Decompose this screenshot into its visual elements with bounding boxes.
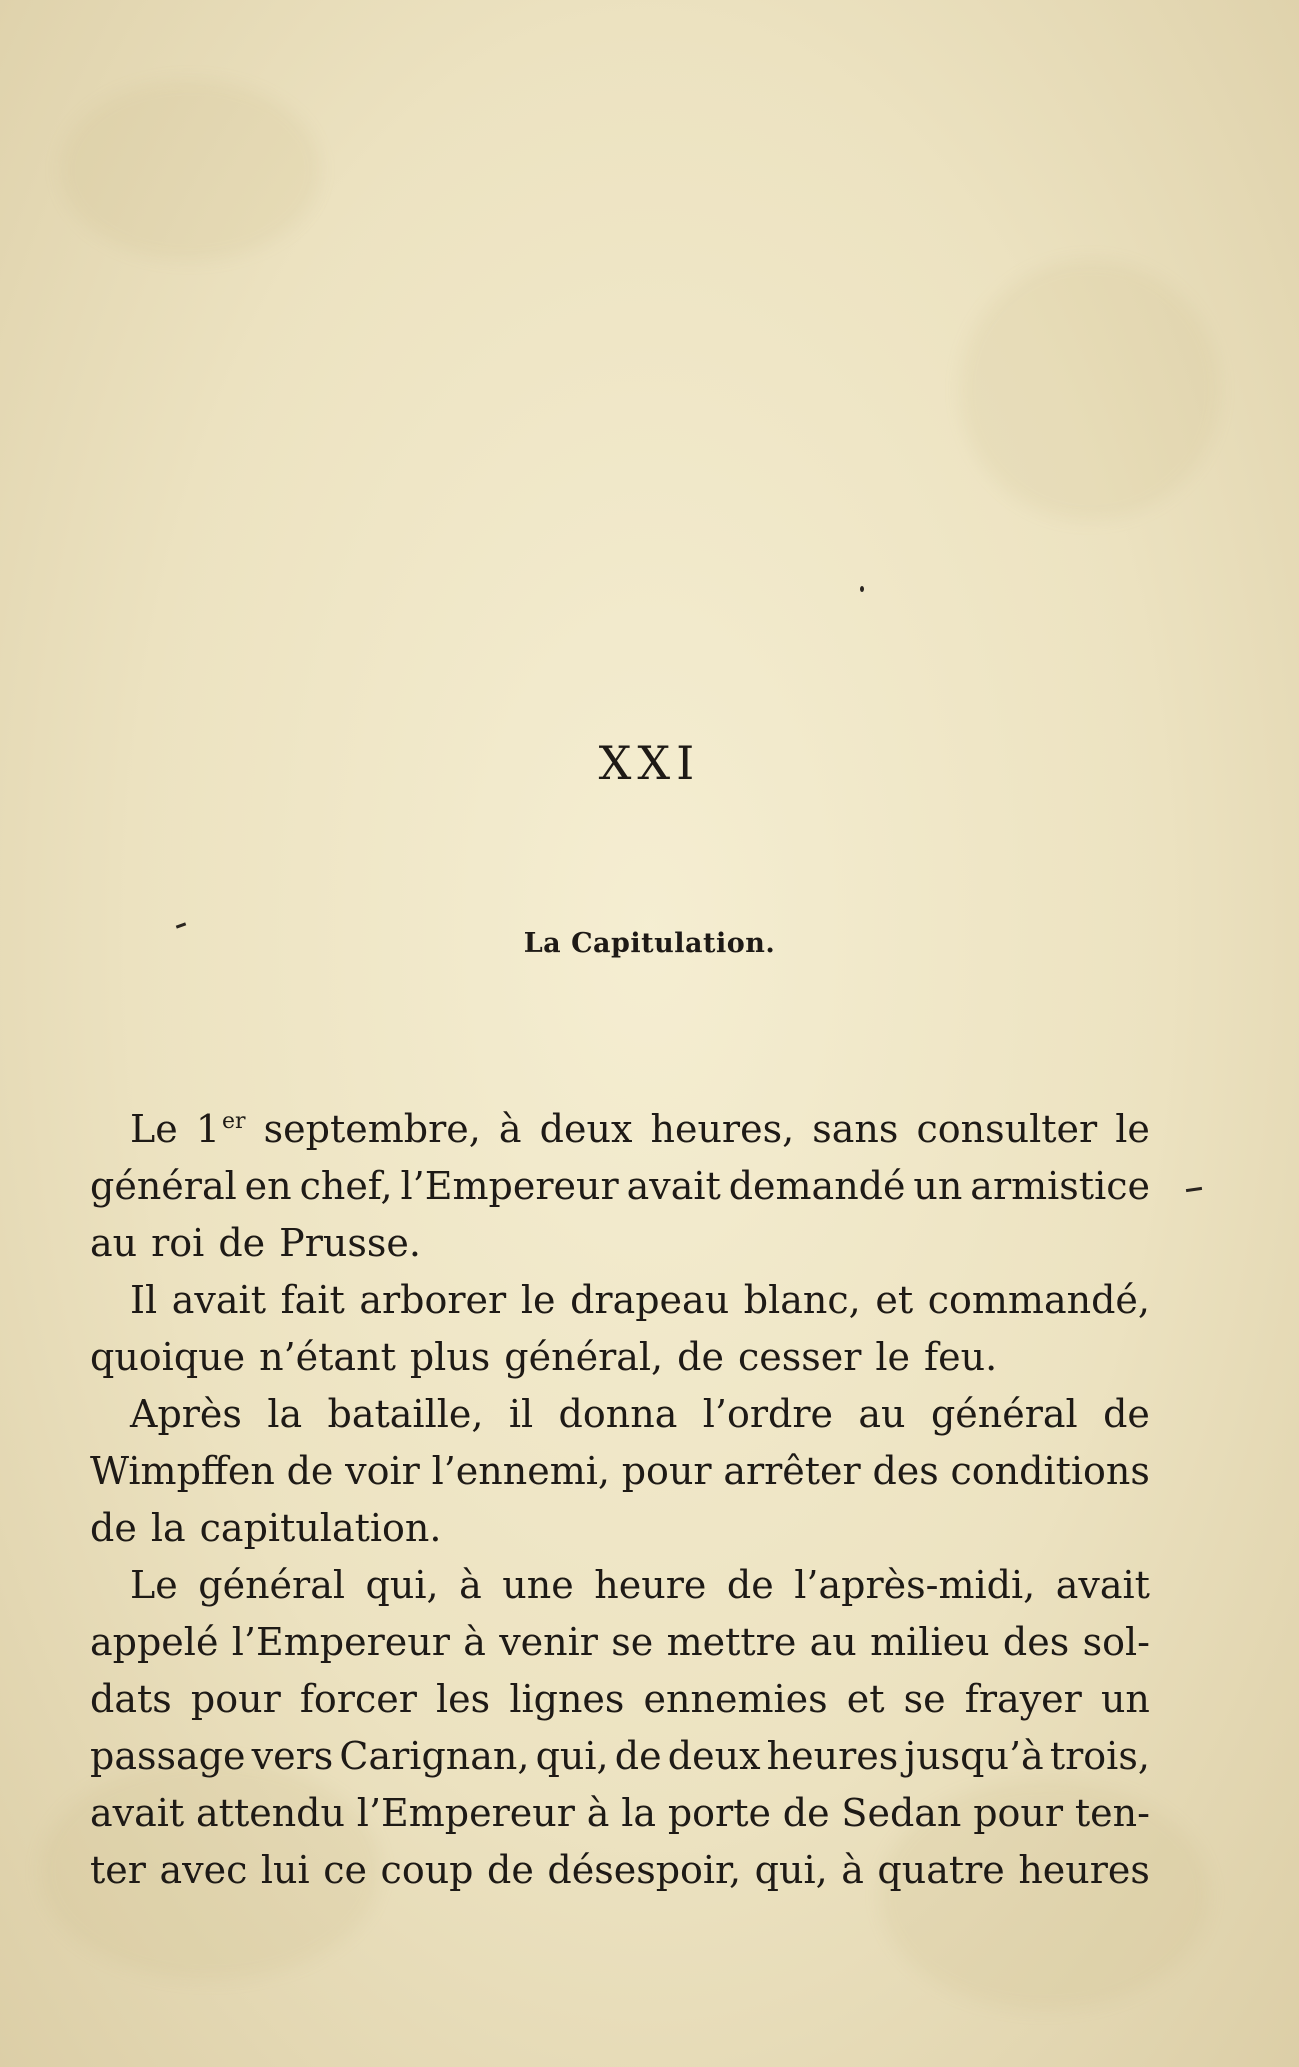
word: plus [409,1335,491,1379]
word: des [1002,1620,1070,1664]
word: en [244,1164,292,1208]
word: au [809,1620,857,1664]
text-line [90,1101,1150,1158]
word: le [875,1335,911,1379]
word: dats [90,1677,172,1721]
word: heure [594,1563,707,1607]
word: pour [621,1449,712,1493]
word: quoique [90,1335,246,1379]
word: un [1100,1677,1150,1721]
word: se [903,1677,946,1721]
word: l’ordre [702,1392,834,1436]
word: fait [280,1278,345,1322]
word: trois, [1049,1734,1150,1778]
word-text: Le [130,1107,178,1151]
text-line [90,1842,1150,1899]
word: Après [130,1392,242,1436]
word: le [520,1278,556,1322]
word: heures [766,1734,899,1778]
word: armistice [970,1164,1150,1208]
word: sol- [1082,1620,1150,1664]
word: de [614,1734,662,1778]
word: deux [667,1734,761,1778]
word: au [858,1392,906,1436]
word: la [621,1791,657,1835]
word: des [872,1449,939,1493]
word: un [913,1164,963,1208]
word: le [1115,1107,1150,1151]
word: Prusse. [279,1221,421,1265]
word: de [286,1449,334,1493]
word: ce [323,1848,367,1892]
word: au [90,1221,138,1265]
word: ter [90,1848,146,1892]
word: général, [504,1335,664,1379]
word: de [487,1848,534,1892]
word: avec [159,1848,248,1892]
word: de [726,1563,774,1607]
word: la [267,1392,303,1436]
word: porte [667,1791,771,1835]
word: n’étant [259,1335,396,1379]
word: général [90,1164,237,1208]
text-line [90,1215,1150,1272]
chapter-number: XXI [598,736,701,790]
word: sans [812,1107,899,1151]
word: avait [1055,1563,1150,1607]
text-line [90,1386,1150,1443]
word: conditions [950,1449,1150,1493]
word: et [846,1677,885,1721]
word: forcer [299,1677,417,1721]
word: il [508,1392,534,1436]
word: l’ennemi, [431,1449,610,1493]
word: passage [90,1734,246,1778]
word: l’après-midi, [794,1563,1036,1607]
text-line [90,1500,1150,1557]
word: Le [130,1563,178,1607]
body-text [90,1101,1150,1899]
word: qui, [754,1848,828,1892]
text-line [90,1557,1150,1614]
chapter-title: La Capitulation. [523,928,776,959]
word: cesser [737,1335,862,1379]
word: donna [558,1392,678,1436]
paragraph-lines [90,1158,1150,1899]
word: qui, [365,1563,439,1607]
word: jusqu’à [904,1734,1044,1778]
word: blanc, [743,1278,861,1322]
word: lui [260,1848,310,1892]
word: avait [626,1164,721,1208]
word: désespoir, [547,1848,742,1892]
word: Wimpffen [90,1449,275,1493]
word: les [436,1677,491,1721]
word: Il [130,1278,158,1322]
superscript: er [222,1109,246,1134]
word: général [930,1392,1078,1436]
word: heures, [650,1107,795,1151]
word: à [586,1791,610,1835]
word: se [611,1620,654,1664]
word: appelé [90,1620,219,1664]
word: pour [190,1677,281,1721]
word: de [218,1221,266,1265]
word: consulter [916,1107,1098,1151]
word [130,1101,178,1158]
word: feu. [924,1335,998,1379]
word: de [677,1335,724,1379]
word: et [875,1278,914,1322]
word: avait [90,1791,185,1835]
word: drapeau [570,1278,730,1322]
word: mettre [666,1620,797,1664]
text-line [90,1671,1150,1728]
word: arborer [359,1278,507,1322]
word: lignes [509,1677,625,1721]
word: à [841,1848,864,1892]
paper-stain [960,260,1220,520]
word: attendu [196,1791,345,1835]
text-line [90,1728,1150,1785]
word: demandé [728,1164,906,1208]
word: une [502,1563,574,1607]
word: milieu [870,1620,990,1664]
word: général [198,1563,346,1607]
word: septembre, [263,1107,481,1151]
word: de [782,1791,830,1835]
word [196,1101,246,1158]
text-line [90,1272,1150,1329]
word: frayer [964,1677,1082,1721]
text-line [90,1614,1150,1671]
word: à [459,1563,482,1607]
ink-mark [1186,1187,1202,1192]
word: l’Empereur [400,1164,619,1208]
word: Sedan [841,1791,962,1835]
text-line [90,1329,1150,1386]
word: coup [380,1848,474,1892]
word: l’Empereur [356,1791,575,1835]
word: la [150,1506,186,1550]
word: à [463,1620,486,1664]
word: qui, [535,1734,609,1778]
word: venir [499,1620,598,1664]
word: heures [1018,1848,1150,1892]
word: commandé, [927,1278,1150,1322]
text-line [90,1443,1150,1500]
word: de [90,1506,137,1550]
word: l’Empereur [231,1620,450,1664]
word: vers [251,1734,334,1778]
word: avait [171,1278,266,1322]
word: ten- [1074,1791,1150,1835]
word: arrêter [723,1449,861,1493]
word: capitulation. [199,1506,442,1550]
word: roi [151,1221,205,1265]
word: de [1103,1392,1150,1436]
paper-stain [60,80,320,260]
ink-mark [860,586,864,592]
text-line [90,1158,1150,1215]
word: pour [973,1791,1064,1835]
word-text: 1 [195,1107,221,1151]
word: deux [539,1107,633,1151]
word: quatre [877,1848,1005,1892]
word: à [498,1107,522,1151]
word: chef, [299,1164,393,1208]
word: voir [345,1449,420,1493]
word: bataille, [327,1392,484,1436]
word: Carignan, [339,1734,530,1778]
text-line [90,1785,1150,1842]
word: ennemies [643,1677,828,1721]
